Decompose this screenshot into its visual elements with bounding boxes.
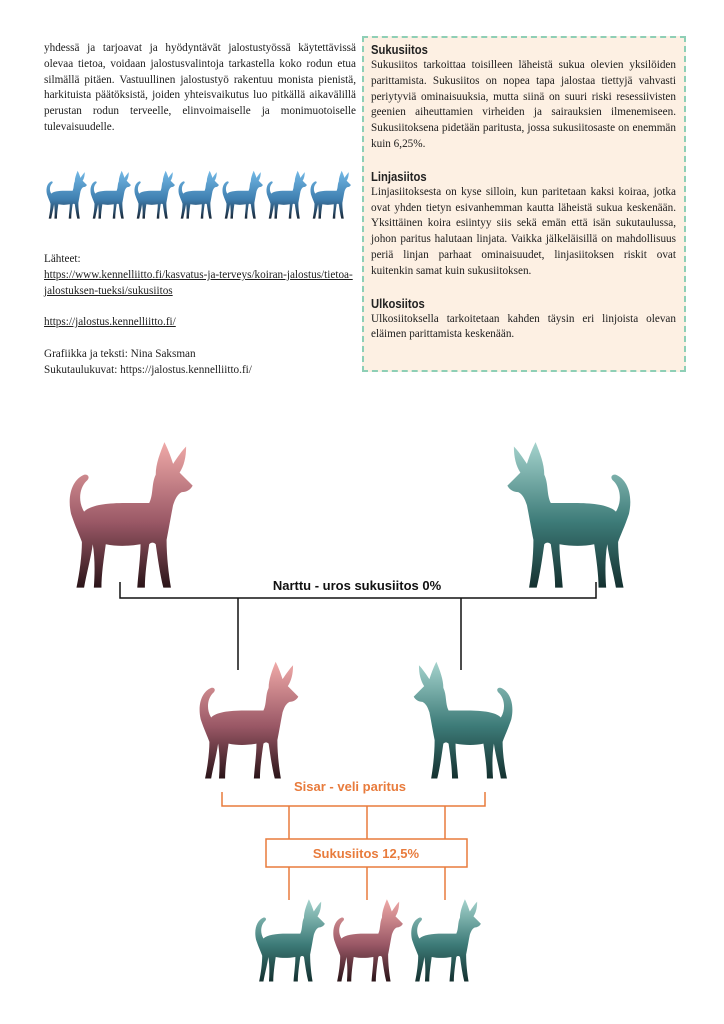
brother-dog-icon: [414, 662, 513, 779]
siblings-label: Sisar - veli paritus: [294, 779, 406, 794]
definition-title: Linjasiitos: [371, 169, 427, 184]
credit-graphics: Grafiikka ja teksti: Nina Saksman: [44, 347, 196, 360]
definition-ulkosiitos: [371, 296, 676, 344]
dog-icon: [266, 171, 306, 219]
sources-heading: Lähteet:: [44, 253, 81, 265]
dog-icon: [90, 171, 130, 219]
credit-pedigree: Sukutaulukuvat: https://jalostus.kennelliitto.fi/: [44, 363, 252, 376]
intro-paragraph: yhdessä ja tarjoavat ja hyödyntävät jalostustyössä käytettävissä olevaa tietoa, voidaan jalostusvalintoja tarkastella koko rodun etua silmällä pitäen. Vastuullinen jalostustyö rakentuu monista pienistä, harkituista päätöksistä, joiden yhteisvaikutus luo pitkällä aikavälillä perustan rodun terveelle, elinvoimaiselle ja monimuotoiselle tulevaisuudelle.: [44, 42, 356, 133]
dog-icon: [46, 171, 86, 219]
definition-title: Sukusiitos: [371, 43, 428, 57]
sources-section: [44, 252, 356, 378]
dog-icon: [134, 171, 174, 219]
source-link-jalostus[interactable]: https://jalostus.kennelliitto.fi/: [44, 316, 176, 329]
inbreeding-diagram: [0, 430, 724, 1024]
offspring-dog-icon: [333, 899, 403, 981]
dog-icon: [178, 171, 218, 219]
definition-text: Ulkosiitoksella tarkoitetaan kahden täysin eri linjoista olevan eläimen parittamista keskenään.: [371, 312, 676, 341]
definition-text: Linjasiitoksesta on kyse silloin, kun paritetaan kaksi koiraa, jotka ovat yhden tietyn esivanhemman kautta läheistä sukua keskenään. Yksittäinen koira esiintyy siis sekä emän että isän sukutaulussa, johon paritus halutaan linjata. Vaikka jälkeläisillä on mahdollisuus periä linjan parhaat ominaisuudet, linjasiitoksen riskit ovat kuitenkin samat kuin sukusiitoksen.: [371, 185, 676, 277]
dog-row-decoration: [44, 170, 356, 220]
female-parent-dog-icon: [70, 442, 193, 587]
dog-icon: [310, 171, 350, 219]
source-link-kennelliitto[interactable]: https://www.kennelliitto.fi/kasvatus-ja-terveys/koiran-jalostus/tietoa-jalostuksen-tueksi/sukusiitos: [44, 268, 353, 297]
parents-label: Narttu - uros sukusiitos 0%: [272, 578, 442, 593]
offspring-dog-icon: [411, 899, 481, 981]
male-parent-dog-icon: [507, 442, 630, 587]
result-label: Sukusiitos 12,5%: [312, 846, 420, 861]
definition-sukusiitos: [371, 42, 676, 153]
definition-linjasiitos: [371, 169, 676, 280]
intro-column: [44, 41, 356, 136]
definition-title: Ulkosiitos: [371, 296, 425, 311]
sister-dog-icon: [200, 662, 299, 779]
offspring-dog-icon: [255, 899, 325, 981]
dog-icon: [222, 171, 262, 219]
parents-bracket: [120, 582, 596, 670]
definition-text: Sukusiitos tarkoittaa toisilleen läheistä sukua olevien yksilöiden parittamista. Sukusiitos on nopea tapa jalostaa tiettyjä vahvasti periytyviä ominaisuuksia, mutta siinä on suuri riski resessiivisten geenien aiheuttamien virheiden ja sairauksien ilmenemiseen. Sukusiitoksena pidetään paritusta, jossa sukusiitosaste on enemmän kuin 6,25%.: [371, 59, 676, 150]
definitions-box: [362, 36, 686, 372]
